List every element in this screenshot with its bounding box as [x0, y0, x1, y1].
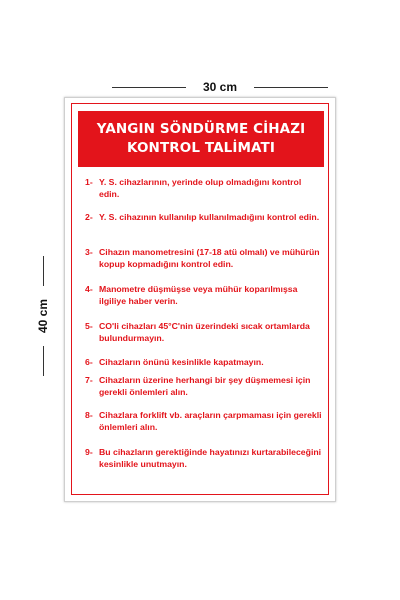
- height-dimension-line-bottom: [43, 346, 44, 376]
- instruction-number: 4-: [85, 284, 93, 294]
- instruction-text: Y. S. cihazının kullanılıp kullanılmadığını kontrol edin.: [99, 212, 320, 222]
- width-dimension-line-right: [254, 87, 328, 88]
- instruction-item-8: [85, 409, 323, 433]
- instruction-number: 7-: [85, 375, 93, 385]
- sign-title-line-1: YANGIN SÖNDÜRME CİHAZI: [96, 121, 306, 137]
- instruction-number: 1-: [85, 177, 93, 187]
- instruction-text: Cihazların üzerine herhangi bir şey düşmemesi için gerekli önlemleri alın.: [99, 375, 311, 397]
- instruction-item-9: [85, 446, 323, 470]
- instruction-text: CO'li cihazları 45°C'nin üzerindeki sıcak ortamlarda bulundurmayın.: [99, 321, 310, 343]
- instruction-number: 2-: [85, 212, 93, 222]
- instruction-text: Manometre düşmüşse veya mühür koparılmışsa ilgiliye haber verin.: [99, 284, 298, 306]
- instruction-item-1: [85, 176, 323, 200]
- sign-title-line-2: KONTROL TALİMATI: [127, 140, 275, 156]
- instruction-item-2: [85, 211, 323, 223]
- instruction-item-6: [85, 356, 323, 368]
- instruction-sign: [64, 97, 336, 502]
- instruction-text: Cihazların önünü kesinlikle kapatmayın.: [99, 357, 264, 367]
- instruction-text: Y. S. cihazlarının, yerinde olup olmadığını kontrol edin.: [99, 177, 302, 199]
- instruction-number: 8-: [85, 410, 93, 420]
- instruction-item-4: [85, 283, 323, 307]
- height-dimension-label: 40 cm: [36, 298, 50, 334]
- instruction-number: 9-: [85, 447, 93, 457]
- instruction-item-3: [85, 246, 323, 270]
- instruction-number: 6-: [85, 357, 93, 367]
- height-dimension-marker: [36, 256, 50, 376]
- sign-title-banner: [78, 111, 324, 167]
- instruction-number: 5-: [85, 321, 93, 331]
- instruction-item-7: [85, 374, 323, 398]
- instruction-text: Cihazın manometresini (17-18 atü olmalı) ve mühürün kopup kopmadığını kontrol edin.: [99, 247, 320, 269]
- instruction-text: Bu cihazların gerektiğinde hayatınızı kurtarabileceğini kesinlikle unutmayın.: [99, 447, 322, 469]
- instruction-number: 3-: [85, 247, 93, 257]
- height-dimension-line-top: [43, 256, 44, 286]
- instruction-text: Cihazlara forklift vb. araçların çarpmaması için gerekli önlemleri alın.: [99, 410, 322, 432]
- width-dimension-label: 30 cm: [202, 80, 238, 94]
- width-dimension-marker: [112, 80, 328, 94]
- instruction-item-5: [85, 320, 323, 344]
